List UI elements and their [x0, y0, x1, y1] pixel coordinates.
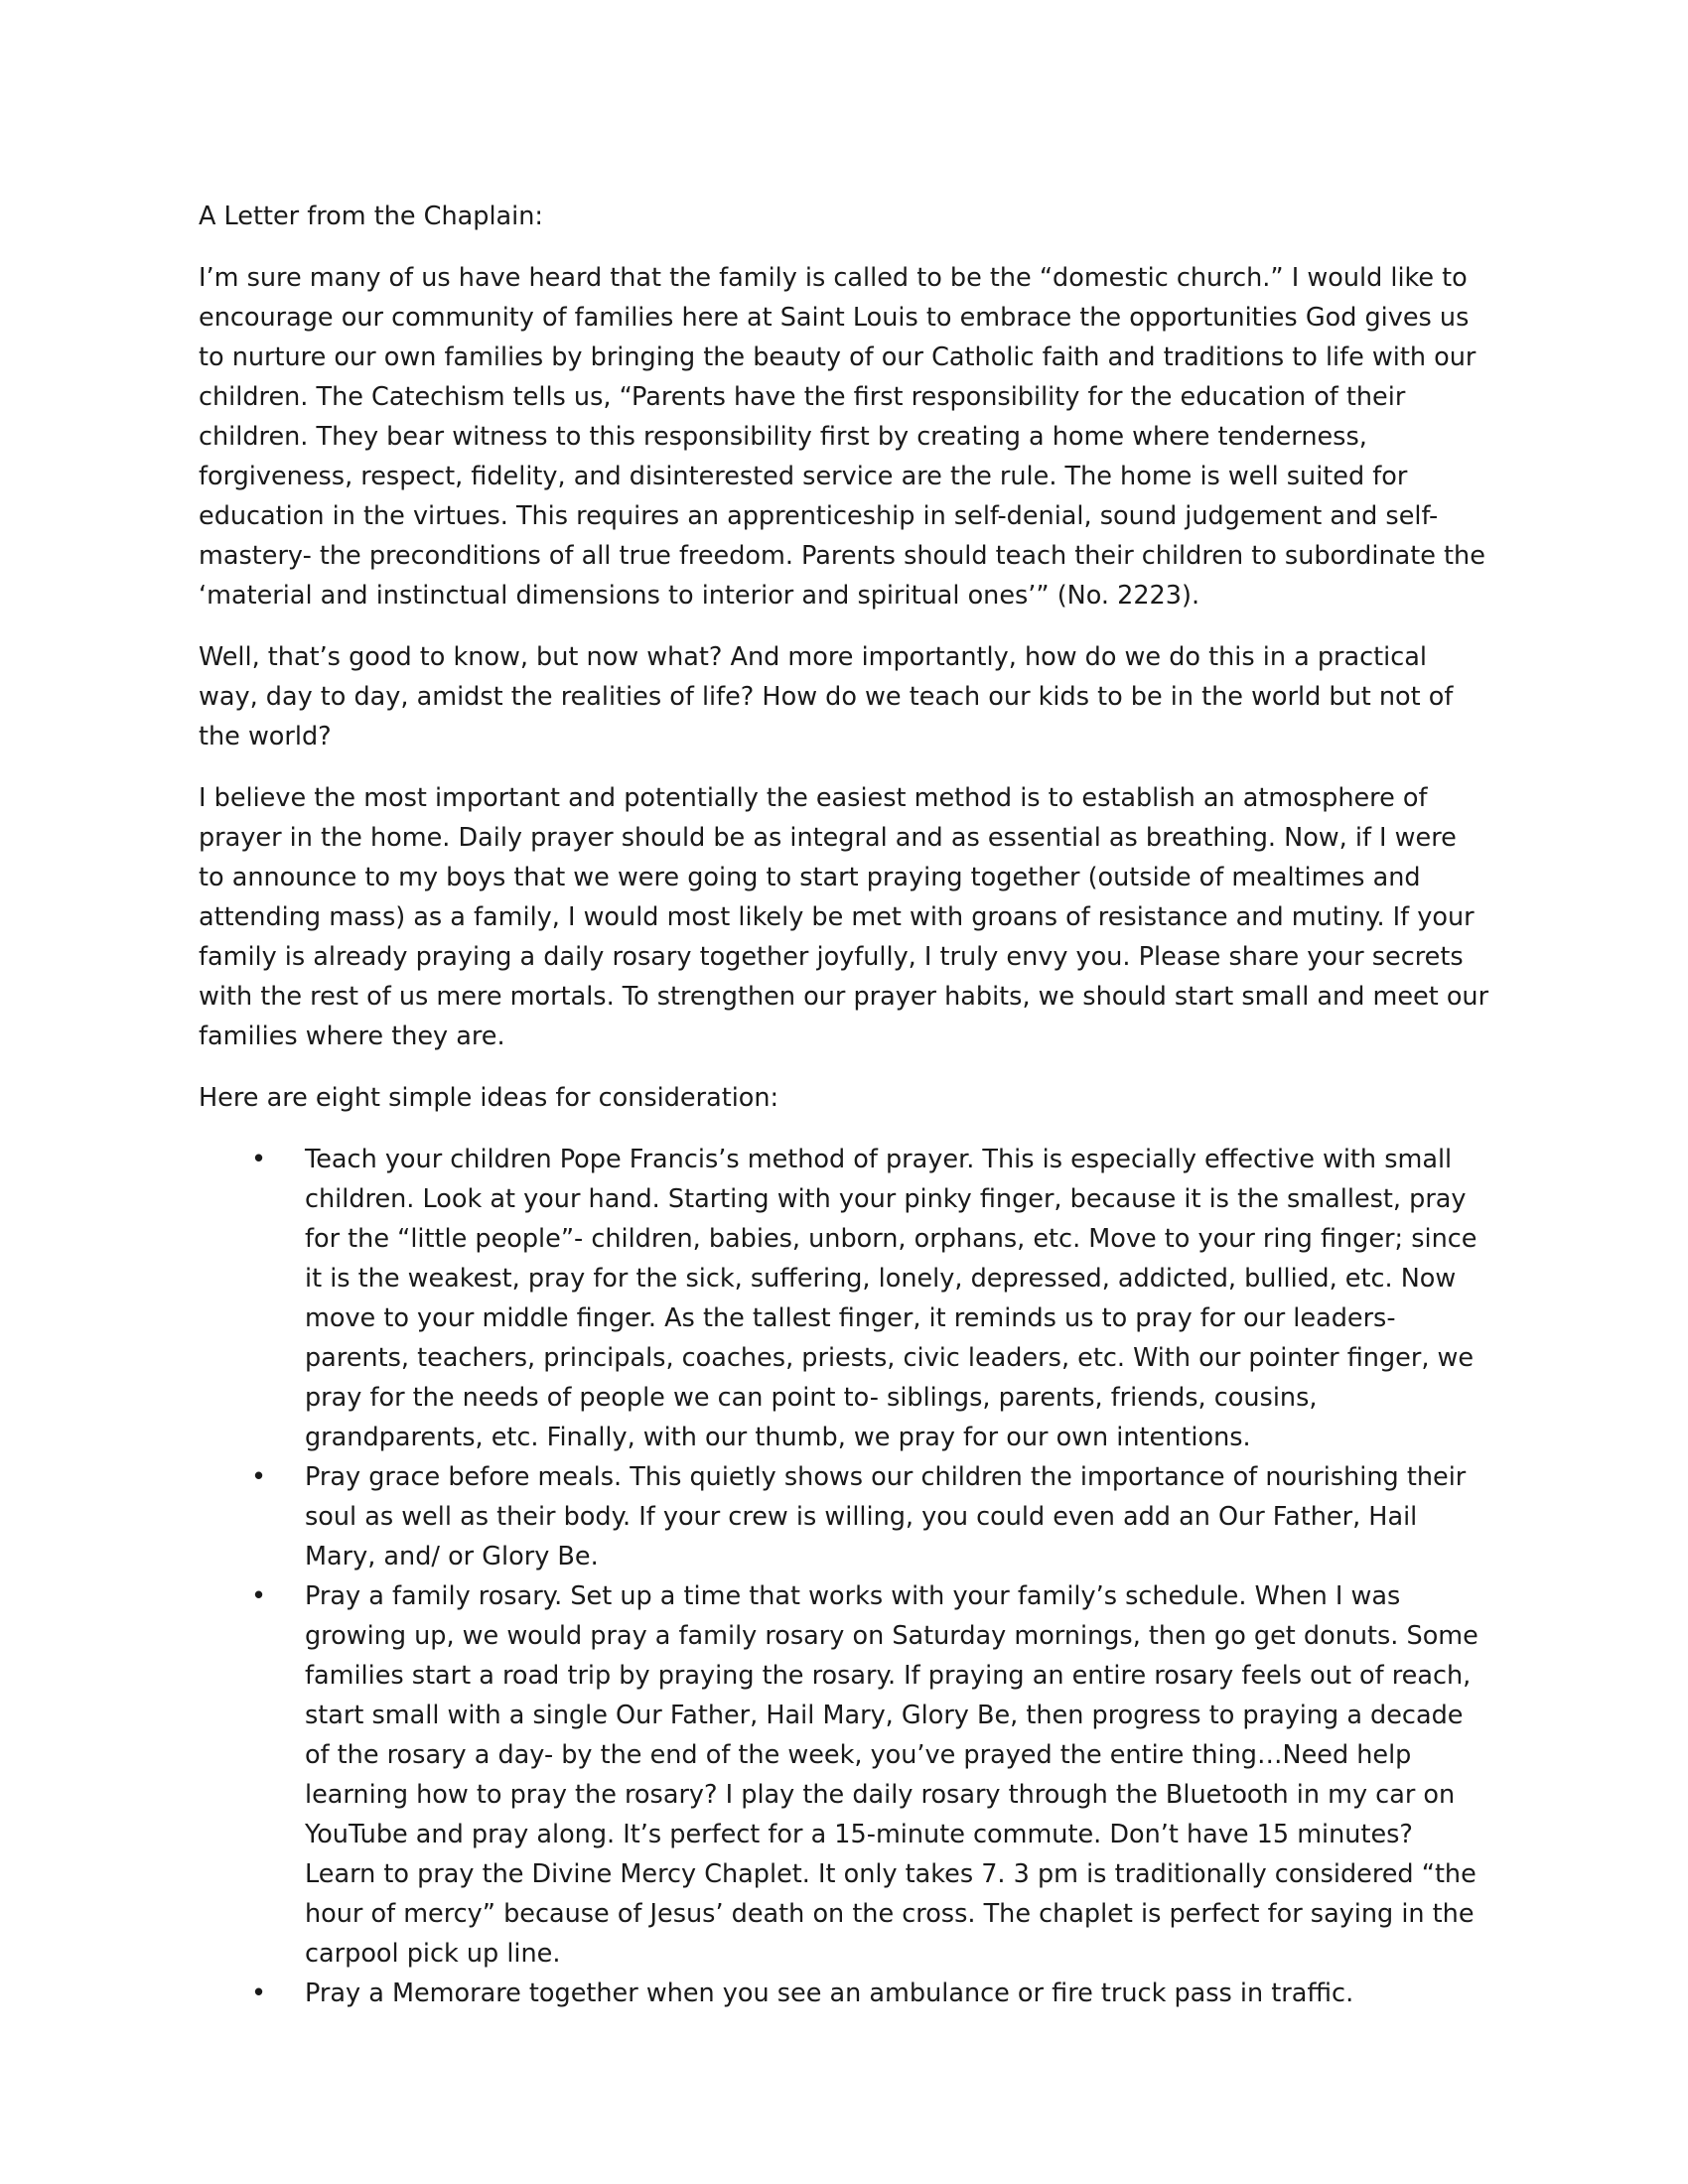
paragraph-ideas-intro: Here are eight simple ideas for consideration:: [199, 1083, 779, 1113]
bullet-icon: •: [251, 1581, 267, 1611]
list-item-text: Pray grace before meals. This quietly shows our children the importance of nourishing their soul as well as their body. If your crew is willing, you could even add an Our Father, Hail Mary, and/ or Glory Be.: [305, 1462, 1467, 1571]
letter-body: [199, 197, 1489, 2013]
letter-heading: A Letter from the Chaplain:: [199, 202, 544, 231]
paragraph-atmosphere-of-prayer: I believe the most important and potentially the easiest method is to establish an atmosphere of prayer in the home. Daily prayer should be as integral and as essential as breathing. Now, if I were to announce to my boys that we were going to start praying together (outside of mealtimes and attending mass) as a family, I would most likely be met with groans of resistance and mutiny. If your family is already praying a daily rosary together joyfully, I truly envy you. Please share your secrets with the rest of us mere mortals. To strengthen our prayer habits, we should start small and meet our families where they are.: [199, 783, 1489, 1051]
bullet-icon: •: [251, 1979, 267, 2008]
list-item-text: Pray a Memorare together when you see an ambulance or fire truck pass in traffic.: [305, 1979, 1354, 2008]
list-item-text: Pray a family rosary. Set up a time that works with your family’s schedule. When I was growing up, we would pray a family rosary on Saturday mornings, then go get donuts. Some families start a road trip by praying the rosary. If praying an entire rosary feels out of reach, start small with a single Our Father, Hail Mary, Glory Be, then progress to praying a decade of the rosary a day- by the end of the week, you’ve prayed the entire thing…Need help learning how to pray the rosary? I play the daily rosary through the Bluetooth in my car on YouTube and pray along. It’s perfect for a 15-minute commute. Don’t have 15 minutes? Learn to pray the Divine Mercy Chaplet. It only takes 7. 3 pm is traditionally considered “the hour of mercy” because of Jesus’ death on the cross. The chaplet is perfect for saying in the carpool pick up line.: [305, 1581, 1478, 1969]
paragraph-domestic-church: I’m sure many of us have heard that the family is called to be the “domestic church.” I would like to encourage our community of families here at Saint Louis to embrace the opportunities God gives us to nurture our own families by bringing the beauty of our Catholic faith and traditions to life with our children. The Catechism tells us, “Parents have the first responsibility for the education of their children. They bear witness to this responsibility first by creating a home where tenderness, forgiveness, respect, fidelity, and disinterested service are the rule. The home is well suited for education in the virtues. This requires an apprenticeship in self-denial, sound judgement and self-mastery- the preconditions of all true freedom. Parents should teach their children to subordinate the ‘material and instinctual dimensions to interior and spiritual ones’” (No. 2223).: [199, 263, 1485, 611]
list-item-grace-before-meals: [199, 1457, 1489, 1576]
bullet-icon: •: [251, 1145, 267, 1174]
list-item-text: Teach your children Pope Francis’s method of prayer. This is especially effective with small children. Look at your hand. Starting with your pinky finger, because it is the smallest, pray for the “little people”- children, babies, unborn, orphans, etc. Move to your ring finger; since it is the weakest, pray for the sick, suffering, lonely, depressed, addicted, bullied, etc. Now move to your middle finger. As the tallest finger, it reminds us to pray for our leaders- parents, teachers, principals, coaches, priests, civic leaders, etc. With our pointer finger, we pray for the needs of people we can point to- siblings, parents, friends, cousins, grandparents, etc. Finally, with our thumb, we pray for our own intentions.: [305, 1145, 1477, 1452]
paragraph-now-what: Well, that’s good to know, but now what? And more importantly, how do we do this in a practical way, day to day, amidst the realities of life? How do we teach our kids to be in the world but not of the world?: [199, 642, 1454, 751]
list-item-family-rosary: [199, 1576, 1489, 1974]
bullet-icon: •: [251, 1462, 267, 1492]
list-item-memorare: [199, 1974, 1489, 2013]
list-item-pope-francis-method: [199, 1140, 1489, 1457]
ideas-list: [199, 1140, 1489, 2013]
